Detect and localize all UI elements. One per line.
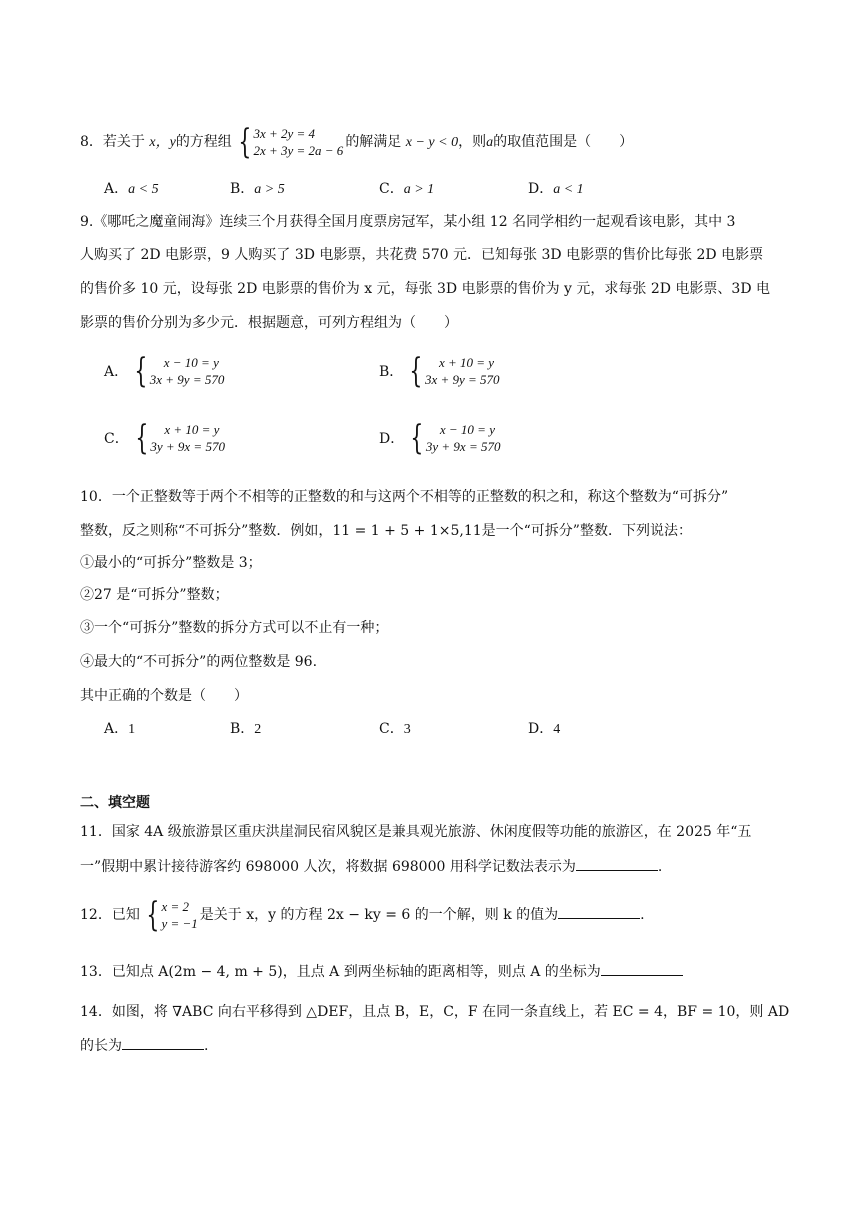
q14-line-2: 的长为 . [80, 1035, 208, 1056]
q8-eq1: 3x + 2y = 4 [253, 126, 316, 141]
q8-option-c: C．a > 1 [379, 181, 435, 197]
q8-condition: x − y < 0 [405, 135, 459, 150]
question-8 [80, 122, 634, 162]
q8-option-b: B．a > 5 [230, 181, 285, 197]
q13-answer-blank[interactable] [601, 961, 683, 976]
q10-statement-2: ②27 是“可拆分”整数； [80, 587, 229, 603]
q10-statement-3: ③一个“可拆分”整数的拆分方式可以不止有一种； [80, 620, 389, 636]
q8-post1: 的解满足 [345, 134, 402, 150]
q8-mid: 的方程组 [175, 134, 232, 150]
q14-line-1: 14．如图，将 ∇ABC 向右平移得到 △DEF，且点 B，E，C，F 在同一条直线上，若 EC = 4，BF = 10，则 AD [80, 1004, 790, 1020]
q10-statement-4: ④最大的“不可拆分”的两位整数是 96. [80, 654, 318, 670]
question-12: 12．已知 { x = 2 y = −1 是关于 x，y 的方程 2x − ky = 6 的一个解，则 k 的值为 . [80, 895, 645, 935]
q10-question: 其中正确的个数是（ ） [80, 688, 248, 704]
q8-post3: 的取值范围是（ ） [493, 134, 634, 150]
q9-line-4: 影票的售价分别为多少元．根据题意，可列方程组为（ ） [80, 315, 458, 331]
q8-vars: x，y [149, 135, 176, 150]
q10-option-d: D．4 [528, 721, 561, 737]
q10-line-1: 10．一个正整数等于两个不相等的正整数的和与这两个不相等的正整数的积之和，称这个整数为“可拆分” [80, 489, 729, 505]
q11-line-2: 一”假期中累计接待游客约 698000 人次，将数据 698000 用科学记数法表示为 . [80, 856, 662, 877]
q12-answer-blank[interactable] [558, 904, 640, 919]
q11-answer-blank[interactable] [576, 856, 658, 871]
q8-eq2: 2x + 3y = 2a − 6 [253, 143, 344, 158]
q8-a: a [486, 135, 494, 150]
q9-option-c: C． { x + 10 = y 3y + 9x = 570 [104, 418, 225, 458]
q10-line-2: 整数，反之则称“不可拆分”整数．例如，11 = 1 + 5 + 1×5,11是一个“可拆分”整数．下列说法： [80, 523, 692, 539]
q9-line-2: 人购买了 2D 电影票，9 人购买了 3D 电影票，共花费 570 元．已知每张 3D 电影票的售价比每张 2D 电影票 [80, 247, 764, 263]
q9-line-3: 的售价多 10 元，设每张 2D 电影票的售价为 x 元，每张 3D 电影票的售价为 y 元，求每张 2D 电影票、3D 电 [80, 281, 770, 297]
q9-line-1: 9.《哪吒之魔童闹海》连续三个月获得全国月度票房冠军，某小组 12 名同学相约一起观看该电影，其中 3 [80, 214, 736, 230]
q14-answer-blank[interactable] [122, 1035, 204, 1050]
question-13: 13．已知点 A(2m − 4, m + 5)，且点 A 到两坐标轴的距离相等，则点 A 的坐标为 [80, 961, 683, 982]
q10-option-b: B．2 [230, 721, 262, 737]
q11-line-1: 11．国家 4A 级旅游景区重庆洪崖洞民宿风貌区是兼具观光旅游、休闲度假等功能的旅游区，在 2025 年“五 [80, 824, 752, 840]
q8-option-a: A．a < 5 [104, 181, 159, 197]
q10-option-c: C．3 [379, 721, 411, 737]
q8-pre: 若关于 [102, 134, 145, 150]
q9-option-d: D． { x − 10 = y 3y + 9x = 570 [379, 418, 501, 458]
q8-number: 8． [80, 134, 103, 150]
q10-statement-1: ①最小的“可拆分”整数是 3； [80, 555, 262, 571]
q9-option-a: A． { x − 10 = y 3x + 9y = 570 [104, 351, 225, 391]
section-heading: 二、填空题 [80, 795, 150, 811]
q12-solution-system: { x = 2 y = −1 [146, 895, 198, 935]
q10-option-a: A．1 [104, 721, 136, 737]
q8-option-d: D．a < 1 [528, 181, 584, 197]
q9-option-b: B． { x + 10 = y 3x + 9y = 570 [379, 351, 500, 391]
q8-post2: ，则 [458, 134, 487, 150]
q8-equation-system: { 3x + 2y = 4 2x + 3y = 2a − 6 [238, 122, 344, 162]
